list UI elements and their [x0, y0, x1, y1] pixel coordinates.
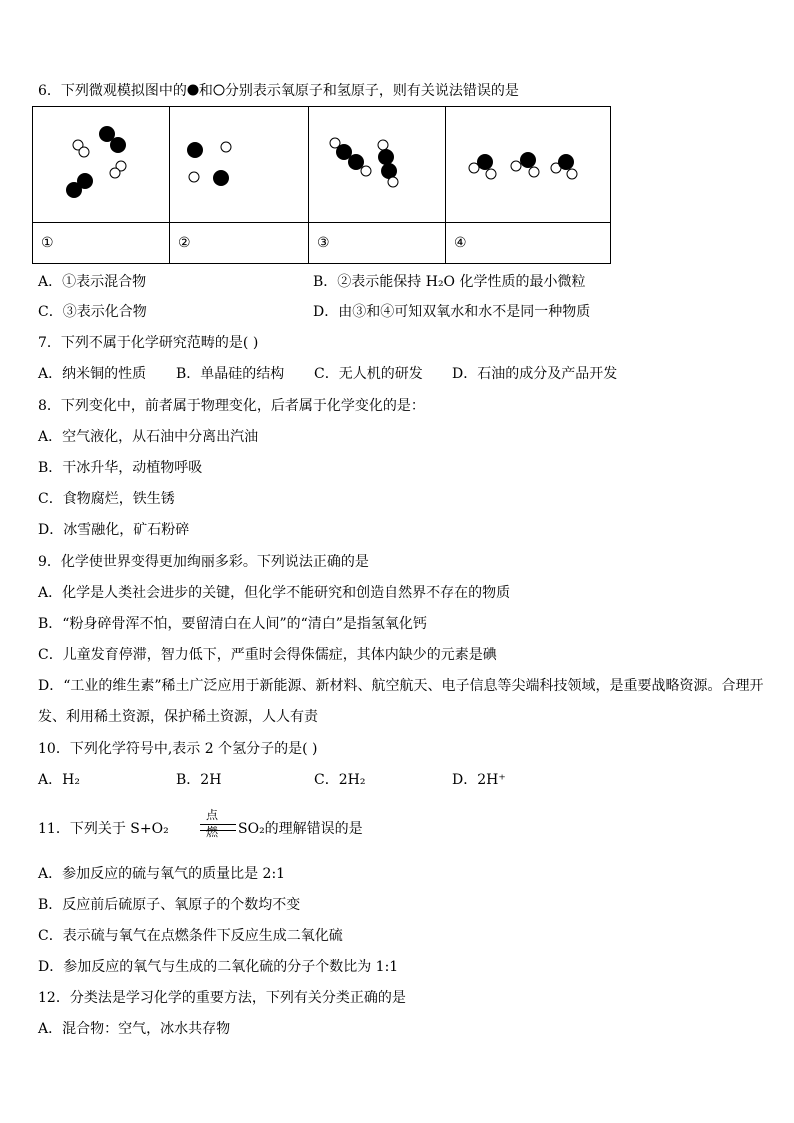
model-panel-3	[309, 107, 446, 223]
q11-option-b: B．反应前后硫原子、氧原子的个数均不变	[38, 897, 301, 913]
q11-stem-after: SO₂的理解错误的是	[238, 821, 363, 837]
q11-option-a: A．参加反应的硫与氧气的质量比是 2:1	[38, 866, 286, 882]
q6-option-d: D．由③和④可知双氧水和水不是同一种物质	[313, 304, 591, 320]
q10-stem: 10．下列化学符号中,表示 2 个氢分子的是( )	[38, 741, 318, 757]
q8-option-a: A．空气液化，从石油中分离出汽油	[38, 429, 259, 445]
panel-label-4: ④	[446, 223, 611, 264]
q9-stem: 9．化学使世界变得更加绚丽多彩。下列说法正确的是	[38, 554, 369, 570]
mixture-molecules-diagram	[33, 107, 169, 222]
reaction-condition: 点燃	[206, 808, 219, 839]
oxygen-atom-icon	[187, 84, 199, 96]
molecule-model-table	[32, 106, 611, 264]
q6-stem	[38, 82, 519, 100]
model-panel-4	[446, 107, 611, 223]
q9-option-d: D．“工业的维生素”稀土广泛应用于新能源、新材料、航空航天、电子信息等尖端科技领域，是重要战略资源。合理开	[38, 678, 764, 694]
q8-option-d: D．冰雪融化，矿石粉碎	[38, 522, 190, 538]
q10-option-b: B．2H	[176, 772, 222, 788]
q9-option-d-cont: 发、利用稀土资源，保护稀土资源，人人有责	[38, 709, 318, 725]
q10-option-a: A．H₂	[38, 772, 80, 788]
q11-option-d: D．参加反应的氧气与生成的二氧化硫的分子个数比为 1:1	[38, 959, 399, 975]
q11-stem-before: 11．下列关于 S+O₂	[38, 821, 169, 837]
model-panel-2	[170, 107, 309, 223]
q7-option-d: D．石油的成分及产品开发	[452, 366, 618, 382]
hydrogen-peroxide-molecules-diagram	[309, 107, 445, 222]
q7-option-b: B．单晶硅的结构	[176, 366, 285, 382]
q8-stem: 8．下列变化中，前者属于物理变化，后者属于化学变化的是：	[38, 398, 425, 414]
q9-option-b: B．“粉身碎骨浑不怕，要留清白在人间”的“清白”是指氢氧化钙	[38, 616, 427, 632]
q10-option-c: C．2H₂	[314, 772, 366, 788]
water-molecules-diagram	[446, 107, 610, 222]
q7-option-a: A．纳米铜的性质	[38, 366, 147, 382]
q7-option-c: C．无人机的研发	[314, 366, 423, 382]
reaction-equals-sign	[200, 824, 236, 831]
q6-option-c: C．③表示化合物	[38, 304, 147, 320]
q7-stem: 7．下列不属于化学研究范畴的是( )	[38, 335, 259, 351]
q10-option-d: D．2H⁺	[452, 772, 506, 788]
q12-option-a: A．混合物：空气，冰水共存物	[38, 1021, 231, 1037]
q8-option-c: C．食物腐烂，铁生锈	[38, 491, 175, 507]
hydrogen-atom-icon	[213, 84, 225, 96]
panel-label-3: ③	[309, 223, 446, 264]
q9-option-c: C．儿童发育停滞，智力低下，严重时会得侏儒症，其体内缺少的元素是碘	[38, 647, 497, 663]
atoms-diagram	[170, 107, 308, 222]
q9-option-a: A．化学是人类社会进步的关键，但化学不能研究和创造自然界不存在的物质	[38, 585, 511, 601]
q12-stem: 12．分类法是学习化学的重要方法，下列有关分类正确的是	[38, 990, 406, 1006]
model-panel-1	[33, 107, 170, 223]
q6-option-b: B．②表示能保持 H₂O 化学性质的最小微粒	[313, 274, 586, 290]
q6-stem-after: 分别表示氧原子和氢原子，则有关说法错误的是	[224, 83, 519, 99]
panel-label-2: ②	[170, 223, 309, 264]
q6-stem-mid: 和	[198, 83, 213, 99]
panel-label-1: ①	[33, 223, 170, 264]
q8-option-b: B．干冰升华，动植物呼吸	[38, 460, 203, 476]
q6-stem-before: 6．下列微观模拟图中的	[38, 83, 187, 99]
q6-option-a: A．①表示混合物	[38, 274, 147, 290]
q11-option-c: C．表示硫与氧气在点燃条件下反应生成二氧化硫	[38, 928, 343, 944]
